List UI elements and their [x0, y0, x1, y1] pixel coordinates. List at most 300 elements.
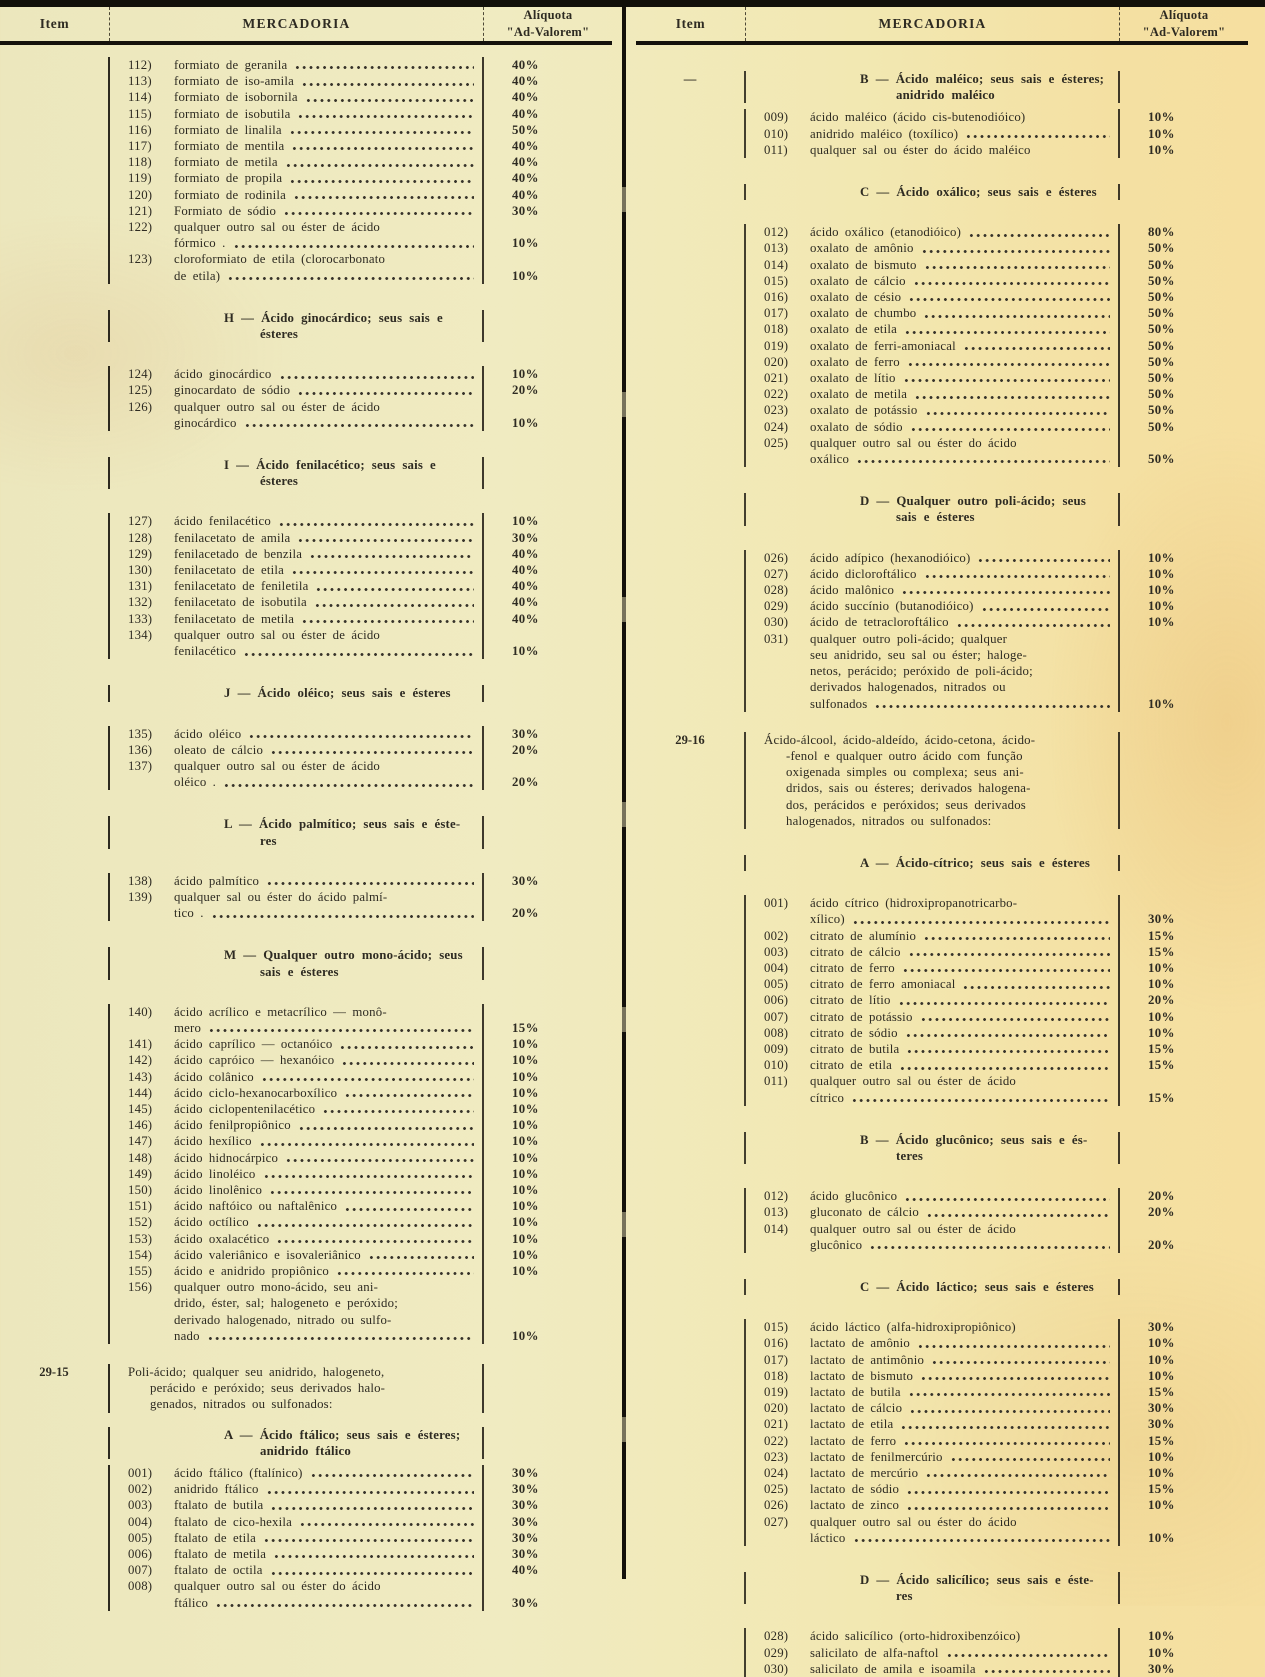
entry-number: 134) — [128, 627, 153, 642]
mercadoria-cell — [746, 71, 1120, 103]
item-number-cell — [636, 289, 746, 305]
table-row — [0, 562, 612, 578]
dot-leader — [906, 1484, 1110, 1496]
aliquota-value: 10% — [512, 1069, 539, 1084]
item-number-cell — [0, 1085, 110, 1101]
item-number-cell — [636, 184, 746, 200]
mercadoria-line — [128, 889, 476, 905]
aliquota-value: 10% — [512, 367, 539, 382]
item-number-cell — [0, 816, 110, 848]
item-number-cell — [0, 1036, 110, 1052]
table-row — [0, 1069, 612, 1085]
item-number-cell — [636, 1384, 746, 1400]
mercadoria-text: salicilato de amila e isoamila — [810, 1661, 976, 1676]
mercadoria-cell — [746, 1073, 1120, 1105]
mercadoria-line — [128, 1247, 476, 1263]
table-row — [636, 257, 1248, 273]
dot-leader — [905, 1028, 1110, 1040]
dot-leader — [852, 915, 1110, 927]
dot-leader — [243, 646, 474, 658]
mercadoria-text: qualquer outro sal ou éster de ácido — [174, 627, 381, 642]
mercadoria-text: ácido fenilacético — [174, 514, 272, 529]
dot-leader — [283, 206, 474, 218]
mercadoria-cell — [110, 1166, 484, 1182]
aliquota-value: 20% — [1148, 993, 1175, 1008]
mercadoria-text: sulfonados — [810, 696, 868, 711]
mercadoria-text: ácido valeriânico e isovaleriânico — [174, 1247, 361, 1262]
column-header-aliquota — [1120, 7, 1248, 41]
mercadoria-line — [764, 451, 1112, 467]
table-row — [0, 73, 612, 89]
aliquota-value: 15% — [1148, 1058, 1175, 1073]
mercadoria-cell — [746, 944, 1120, 960]
mercadoria-cell — [746, 1041, 1120, 1057]
table-row — [636, 960, 1248, 976]
dot-leader — [344, 1201, 474, 1213]
mercadoria-line — [128, 1595, 476, 1611]
mercadoria-line — [764, 1148, 1112, 1164]
mercadoria-line — [128, 1295, 476, 1311]
dot-leader — [310, 1468, 474, 1480]
table-row — [636, 1465, 1248, 1481]
table-row — [636, 1645, 1248, 1661]
table-row — [636, 598, 1248, 614]
item-number-cell — [636, 1449, 746, 1465]
mercadoria-text: citrato de butila — [810, 1041, 900, 1056]
table-row — [636, 126, 1248, 142]
dot-leader — [344, 1088, 474, 1100]
mercadoria-cell — [110, 1364, 484, 1413]
item-number-cell — [636, 1514, 746, 1546]
entry-number: 144) — [128, 1085, 153, 1100]
aliquota-value: 40% — [512, 155, 539, 170]
aliquota-value: 40% — [512, 187, 539, 202]
dot-leader — [270, 1565, 474, 1577]
aliquota-value: 10% — [512, 1231, 539, 1246]
aliquota-value: 15% — [1148, 928, 1175, 943]
aliquota-value: 50% — [1148, 290, 1175, 305]
table-row — [636, 1449, 1248, 1465]
aliquota-value: 10% — [512, 268, 539, 283]
mercadoria-line — [764, 1319, 1112, 1335]
table-row — [636, 184, 1248, 200]
tariff-page — [0, 7, 1265, 1676]
mercadoria-cell — [746, 338, 1120, 354]
mercadoria-line — [128, 1364, 476, 1380]
item-number-cell — [0, 1198, 110, 1214]
mercadoria-text: C — Ácido oxálico; seus sais e ésteres — [860, 185, 1097, 200]
mercadoria-text: ácido palmítico — [174, 873, 260, 888]
mercadoria-cell — [746, 1352, 1120, 1368]
table-row — [636, 273, 1248, 289]
item-number-cell — [0, 1514, 110, 1530]
mercadoria-text: de etila) — [174, 268, 221, 283]
table-row — [636, 631, 1248, 712]
dot-leader — [270, 1501, 474, 1513]
dot-leader — [270, 745, 474, 757]
dot-leader — [223, 777, 474, 789]
dot-leader — [903, 373, 1110, 385]
mercadoria-cell — [110, 219, 484, 251]
mercadoria-line — [764, 855, 1112, 871]
aliquota-value: 10% — [512, 514, 539, 529]
table-row — [0, 457, 612, 489]
aliquota-value: 20% — [1148, 1205, 1175, 1220]
table-row — [0, 1117, 612, 1133]
mercadoria-text: derivados halogenados, nitrados ou — [810, 680, 1006, 695]
mercadoria-text: I — Ácido fenilacético; seus sais e — [224, 458, 436, 473]
table-row — [0, 203, 612, 219]
mercadoria-line — [764, 1335, 1112, 1351]
entry-number: 150) — [128, 1182, 153, 1197]
item-number-cell — [636, 1481, 746, 1497]
mercadoria-cell — [110, 203, 484, 219]
mercadoria-text: oxalato de metila — [810, 387, 908, 402]
dot-leader — [926, 1208, 1110, 1220]
mercadoria-text: fórmico . — [174, 236, 226, 251]
aliquota-value: 50% — [1148, 371, 1175, 386]
mercadoria-text: ácido salicílico (orto-hidroxibenzóico) — [810, 1629, 1021, 1644]
entry-number: 017) — [764, 306, 789, 321]
item-number-cell — [0, 57, 110, 73]
item-number-cell — [0, 685, 110, 701]
mercadoria-text: ácido glucônico — [810, 1189, 898, 1204]
aliquota-value: 30% — [512, 873, 539, 888]
mercadoria-line — [128, 1514, 476, 1530]
table-row — [636, 1352, 1248, 1368]
mercadoria-text: fenilacetato de feniletila — [174, 579, 309, 594]
dot-leader — [256, 1218, 474, 1230]
dot-leader — [901, 585, 1110, 597]
entry-number: 135) — [128, 726, 153, 741]
table-row — [0, 1150, 612, 1166]
entry-number: 028) — [764, 583, 789, 598]
table-row — [0, 1101, 612, 1117]
table-row — [636, 321, 1248, 337]
column-header-aliquota — [484, 7, 612, 41]
table-row — [0, 685, 612, 701]
mercadoria-text: ácido dicloroftálico — [810, 566, 917, 581]
mercadoria-line — [128, 106, 476, 122]
mercadoria-text: formiato de metila — [174, 155, 278, 170]
mercadoria-text: gluconato de cálcio — [810, 1205, 919, 1220]
item-number-cell — [0, 1214, 110, 1230]
dot-leader — [968, 227, 1110, 239]
item-number-cell — [636, 1645, 746, 1661]
mercadoria-line — [764, 566, 1112, 582]
aliquota-value: 30% — [1148, 1401, 1175, 1416]
item-number-cell — [0, 546, 110, 562]
aliquota-value: 10% — [512, 1037, 539, 1052]
aliquota-value: 10% — [1148, 1009, 1175, 1024]
aliquota-value: 10% — [512, 1199, 539, 1214]
entry-number: 013) — [764, 1205, 789, 1220]
item-number-cell — [636, 895, 746, 927]
mercadoria-line — [764, 1465, 1112, 1481]
dot-leader — [291, 565, 474, 577]
mercadoria-line — [764, 1352, 1112, 1368]
mercadoria-cell — [110, 889, 484, 921]
dot-leader — [266, 876, 474, 888]
mercadoria-text: dos, perácidos e peróxidos; seus derivados — [786, 797, 1026, 812]
mercadoria-text: sais e ésteres — [896, 510, 975, 525]
table-row — [0, 1133, 612, 1149]
mercadoria-cell — [746, 1335, 1120, 1351]
mercadoria-line — [128, 627, 476, 643]
entry-number: 005) — [764, 977, 789, 992]
item-number-cell — [636, 566, 746, 582]
mercadoria-text: qualquer outro mono-ácido, seu ani- — [174, 1280, 379, 1295]
mercadoria-line — [128, 1004, 476, 1020]
entry-number: 122) — [128, 220, 153, 235]
mercadoria-cell — [110, 1514, 484, 1530]
item-number-cell — [636, 582, 746, 598]
mercadoria-line — [128, 1481, 476, 1497]
aliquota-value: 40% — [512, 139, 539, 154]
item-number-cell — [636, 1400, 746, 1416]
mercadoria-cell — [110, 57, 484, 73]
item-number-cell — [636, 321, 746, 337]
mercadoria-text: ácido linoléico — [174, 1166, 256, 1181]
mercadoria-line — [128, 530, 476, 546]
mercadoria-text: D — Ácido salicílico; seus sais e éste- — [860, 1573, 1094, 1588]
dot-leader — [923, 308, 1110, 320]
item-number-cell — [636, 1188, 746, 1204]
aliquota-value: 40% — [512, 579, 539, 594]
aliquota-value: 10% — [512, 1263, 539, 1278]
table-row — [636, 354, 1248, 370]
mercadoria-line — [764, 1057, 1112, 1073]
item-number-cell — [636, 1204, 746, 1220]
aliquota-value: 10% — [1148, 599, 1175, 614]
mercadoria-line — [128, 1150, 476, 1166]
entry-number: 009) — [764, 1041, 789, 1056]
item-number-cell — [636, 1465, 746, 1481]
mercadoria-cell — [746, 1514, 1120, 1546]
mercadoria-cell — [110, 1530, 484, 1546]
mercadoria-cell — [746, 976, 1120, 992]
mercadoria-line — [128, 1562, 476, 1578]
table-row — [0, 1481, 612, 1497]
entry-number: 137) — [128, 758, 153, 773]
mercadoria-line — [128, 1263, 476, 1279]
mercadoria-text: ácido acrílico e metacrílico — monô- — [174, 1004, 387, 1019]
mercadoria-text: dridos, sais ou ésteres; derivados halogena- — [786, 781, 1031, 796]
mercadoria-line — [128, 1231, 476, 1247]
mercadoria-line — [128, 399, 476, 415]
item-number-cell — [0, 1150, 110, 1166]
dot-leader — [956, 618, 1110, 630]
mercadoria-line — [128, 726, 476, 742]
item-number-cell — [0, 310, 110, 342]
mercadoria-cell — [110, 1069, 484, 1085]
item-number-cell — [636, 855, 746, 871]
table-row — [0, 1214, 612, 1230]
item-number-cell — [636, 960, 746, 976]
left-table-body — [0, 45, 612, 1611]
mercadoria-line — [128, 513, 476, 529]
item-number-cell — [0, 1481, 110, 1497]
mercadoria-line — [128, 1578, 476, 1594]
table-row — [0, 382, 612, 398]
entry-number: 030) — [764, 615, 789, 630]
mercadoria-text: ácido de tetracloroftálico — [810, 615, 949, 630]
aliquota-value: 30% — [512, 530, 539, 545]
aliquota-value: 10% — [1148, 566, 1175, 581]
mercadoria-cell — [110, 1117, 484, 1133]
dot-leader — [211, 908, 474, 920]
dot-leader — [233, 238, 474, 250]
mercadoria-text: lactato de butila — [810, 1385, 901, 1399]
entry-number: 151) — [128, 1199, 153, 1214]
entry-number: 131) — [128, 579, 153, 594]
aliquota-value: 10% — [512, 644, 539, 659]
table-row — [636, 928, 1248, 944]
mercadoria-cell — [110, 594, 484, 610]
table-row — [636, 1400, 1248, 1416]
aliquota-value: 10% — [1148, 696, 1175, 711]
dot-leader — [289, 174, 474, 186]
mercadoria-line — [764, 1279, 1112, 1295]
dot-leader — [904, 1191, 1110, 1203]
mercadoria-cell — [110, 1150, 484, 1166]
item-number-cell — [0, 366, 110, 382]
table-row — [0, 627, 612, 659]
item-number-cell — [0, 594, 110, 610]
mercadoria-line — [128, 219, 476, 235]
table-row — [0, 170, 612, 186]
entry-number: 005) — [128, 1530, 153, 1545]
entry-number: 013) — [764, 241, 789, 256]
aliquota-value: 50% — [1148, 322, 1175, 337]
table-row — [0, 138, 612, 154]
item-number-cell — [0, 106, 110, 122]
mercadoria-line — [128, 1101, 476, 1117]
item-number-cell — [636, 1041, 746, 1057]
item-number-cell — [0, 1182, 110, 1198]
mercadoria-line — [128, 1497, 476, 1513]
mercadoria-text: derivado halogenado, nitrado ou sulfo- — [174, 1312, 392, 1327]
table-row — [0, 122, 612, 138]
entry-number: 113) — [128, 74, 152, 89]
entry-number: 025) — [764, 435, 789, 450]
mercadoria-cell — [110, 627, 484, 659]
table-row — [636, 1279, 1248, 1295]
aliquota-value: 10% — [1148, 1025, 1175, 1040]
mercadoria-text: oxalato de chumbo — [810, 306, 917, 321]
dot-leader — [903, 1436, 1110, 1448]
aliquota-value: 30% — [512, 203, 539, 218]
entry-number: 129) — [128, 546, 153, 561]
mercadoria-line — [128, 742, 476, 758]
mercadoria-cell — [746, 386, 1120, 402]
mercadoria-line — [128, 73, 476, 89]
entry-number: 115) — [128, 106, 152, 121]
mercadoria-line — [764, 224, 1112, 240]
item-number-cell — [636, 550, 746, 566]
aliquota-value: 40% — [512, 90, 539, 105]
entry-number: 136) — [128, 742, 153, 757]
table-row — [636, 1368, 1248, 1384]
table-row — [0, 1546, 612, 1562]
mercadoria-cell — [746, 582, 1120, 598]
aliquota-value: 15% — [1148, 1041, 1175, 1056]
mercadoria-line — [128, 187, 476, 203]
item-number-cell — [636, 273, 746, 289]
item-number-cell — [0, 251, 110, 283]
mercadoria-cell — [110, 399, 484, 431]
item-number-cell — [636, 928, 746, 944]
aliquota-value: 30% — [512, 726, 539, 741]
mercadoria-line — [128, 1214, 476, 1230]
mercadoria-line — [764, 813, 1112, 829]
aliquota-line2: "Ad-Valorem" — [1142, 25, 1226, 39]
table-row — [0, 399, 612, 431]
table-row — [636, 305, 1248, 321]
aliquota-value: 50% — [1148, 257, 1175, 272]
mercadoria-line — [128, 873, 476, 889]
mercadoria-cell — [746, 1497, 1120, 1513]
table-row — [0, 187, 612, 203]
column-header-item: Item — [636, 7, 746, 41]
table-row — [0, 1052, 612, 1068]
table-row — [636, 493, 1248, 525]
item-number-cell — [636, 631, 746, 712]
dot-leader — [278, 517, 474, 529]
dot-leader — [906, 1501, 1110, 1513]
table-row — [636, 1009, 1248, 1025]
mercadoria-text: ácido malônico — [810, 583, 895, 598]
aliquota-value: 10% — [1148, 110, 1175, 125]
item-number-cell — [0, 154, 110, 170]
entry-number: 124) — [128, 367, 153, 382]
table-row — [636, 142, 1248, 158]
mercadoria-cell — [746, 257, 1120, 273]
entry-number: 147) — [128, 1134, 153, 1149]
mercadoria-cell — [110, 1546, 484, 1562]
entry-number: 024) — [764, 1466, 789, 1481]
mercadoria-text: ácido naftóico ou naftalênico — [174, 1199, 338, 1214]
mercadoria-text: lactato de cálcio — [810, 1401, 903, 1416]
mercadoria-cell — [746, 928, 1120, 944]
entry-number: 027) — [764, 1514, 789, 1529]
item-number-cell — [0, 726, 110, 742]
entry-number: 014) — [764, 1221, 789, 1236]
mercadoria-line — [128, 268, 476, 284]
mercadoria-text: netos, perácido; peróxido de poli-ácido; — [810, 664, 1033, 679]
entry-number: 141) — [128, 1037, 153, 1052]
mercadoria-line — [764, 663, 1112, 679]
table-row — [636, 289, 1248, 305]
mercadoria-line — [764, 1009, 1112, 1025]
mercadoria-text: fenilacetato de metila — [174, 611, 295, 626]
aliquota-value: 10% — [1148, 1498, 1175, 1513]
left-table — [0, 7, 612, 1610]
mercadoria-cell — [110, 1247, 484, 1263]
mercadoria-line — [128, 758, 476, 774]
mercadoria-text: citrato de lítio — [810, 993, 891, 1008]
mercadoria-line — [128, 1328, 476, 1344]
item-number-cell — [636, 305, 746, 321]
mercadoria-cell — [110, 1133, 484, 1149]
mercadoria-cell — [110, 154, 484, 170]
dot-leader — [263, 1169, 474, 1181]
right-table — [636, 7, 1248, 1676]
table-row — [0, 1279, 612, 1344]
mercadoria-line — [128, 122, 476, 138]
mercadoria-cell — [746, 109, 1120, 125]
mercadoria-text: L — Ácido palmítico; seus sais e éste- — [224, 817, 461, 832]
